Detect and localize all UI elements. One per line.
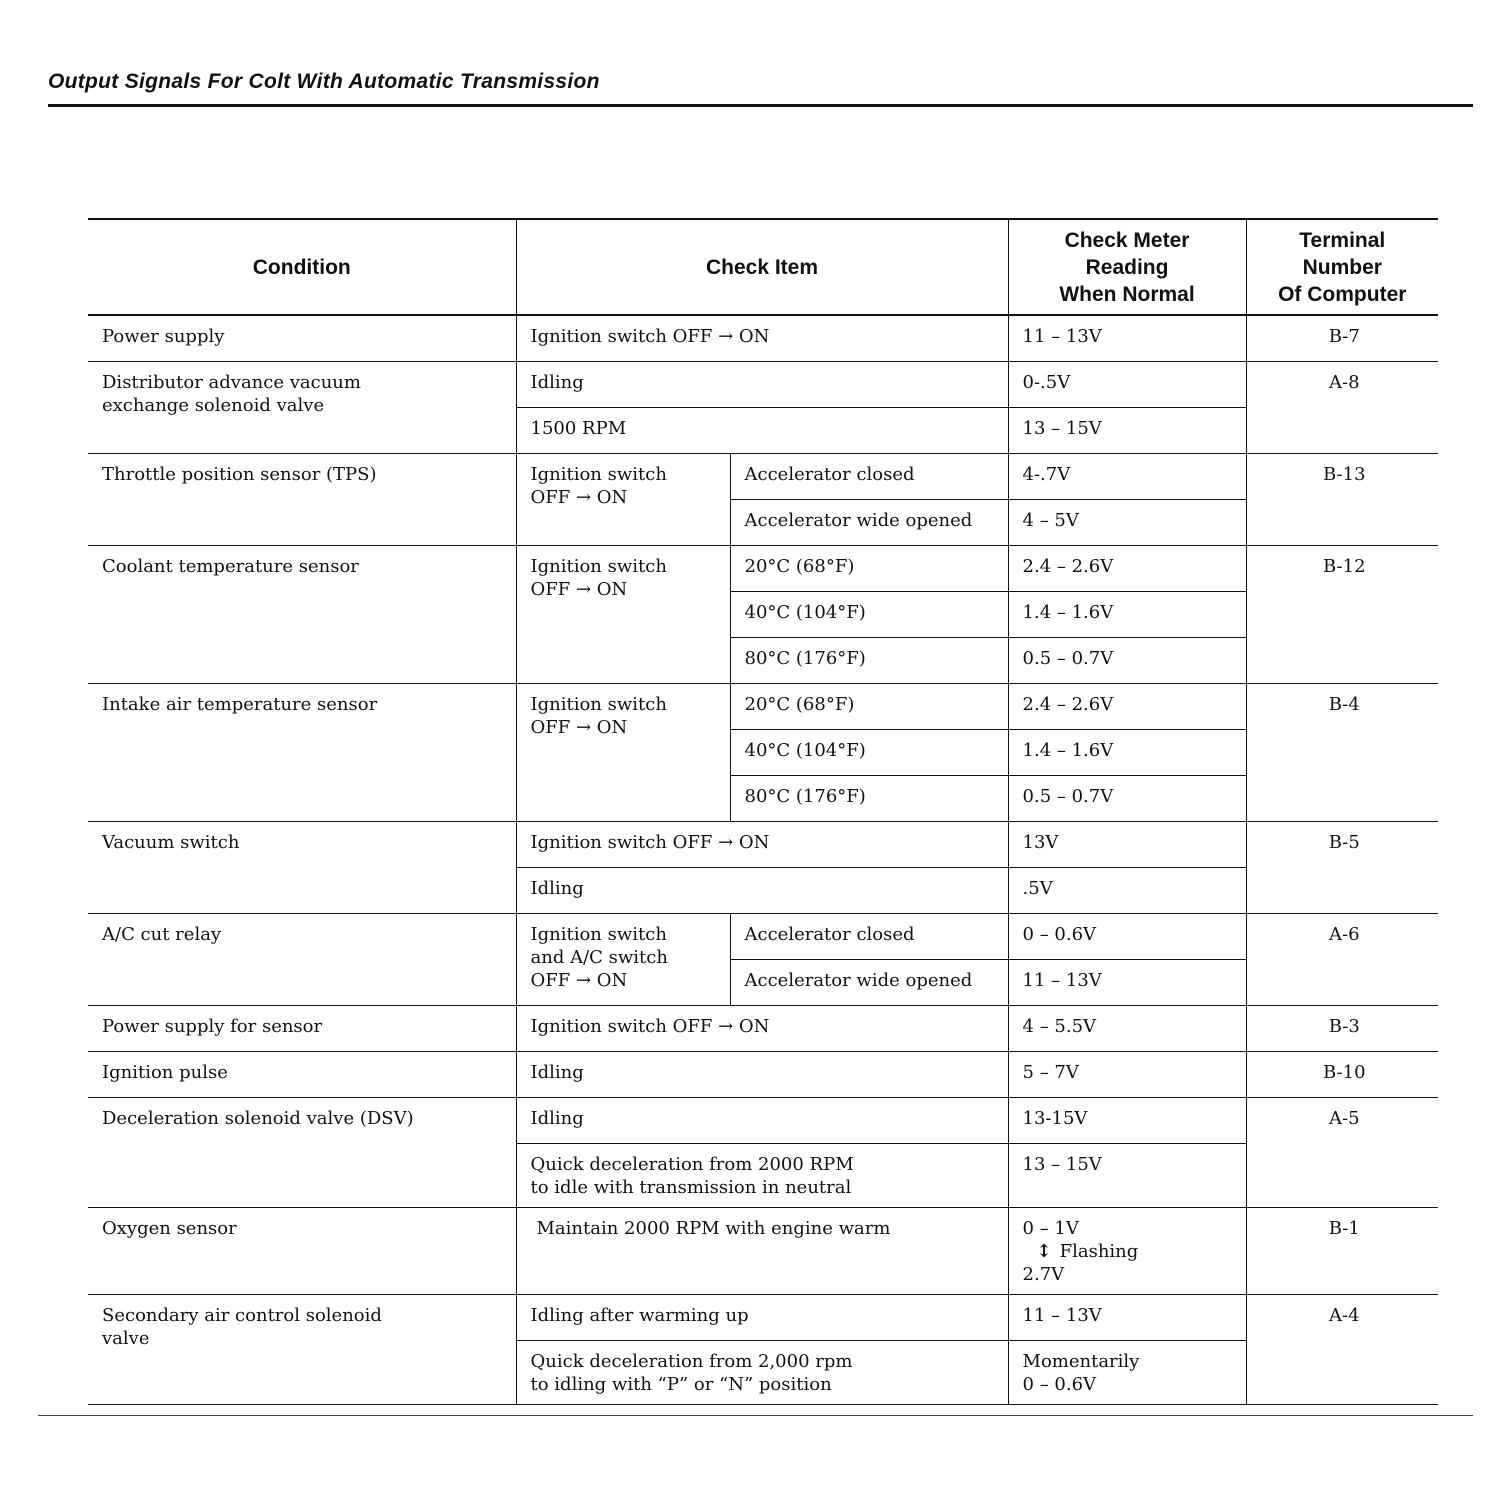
output-signals-table [88,218,1438,1405]
terminal-cell: B-13 [1246,454,1438,546]
header-terminal: Terminal Number Of Computer [1246,219,1438,315]
condition-cell: Intake air temperature sensor [88,684,516,822]
terminal-cell: B-3 [1246,1006,1438,1052]
check-item-cell: Idling [516,362,1008,408]
terminal-cell: A-6 [1246,914,1438,1006]
reading-cell: Momentarily 0 – 0.6V [1008,1341,1246,1405]
check-item-cell: Idling [516,1052,1008,1098]
reading-cell: 13 – 15V [1008,408,1246,454]
reading-cell: 5 – 7V [1008,1052,1246,1098]
page-title: Output Signals For Colt With Automatic Transmission [48,70,600,93]
terminal-cell: B-12 [1246,546,1438,684]
reading-cell: 0.5 – 0.7V [1008,638,1246,684]
table-row [88,822,1438,868]
reading-cell: .5V [1008,868,1246,914]
header-check-item: Check Item [516,219,1008,315]
title-rule [48,104,1473,107]
table-row [88,1208,1438,1295]
sub-item-cell: 80°C (176°F) [730,638,1008,684]
condition-cell: Vacuum switch [88,822,516,914]
reading-cell: 1.4 – 1.6V [1008,592,1246,638]
table-row [88,1295,1438,1341]
reading-cell: 4 – 5.5V [1008,1006,1246,1052]
terminal-cell: A-4 [1246,1295,1438,1405]
condition-cell: Coolant temperature sensor [88,546,516,684]
condition-cell: Secondary air control solenoid valve [88,1295,516,1405]
reading-cell: 0.5 – 0.7V [1008,776,1246,822]
check-item-cell: Quick deceleration from 2,000 rpm to idling with “P” or “N” position [516,1341,1008,1405]
header-reading: Check Meter Reading When Normal [1008,219,1246,315]
flashing-line [1023,1240,1236,1263]
sub-item-cell: 40°C (104°F) [730,730,1008,776]
condition-cell: Power supply for sensor [88,1006,516,1052]
table-row [88,1052,1438,1098]
terminal-cell: A-5 [1246,1098,1438,1208]
condition-cell: Power supply [88,315,516,362]
condition-cell: Ignition pulse [88,1052,516,1098]
reading-cell [1008,1208,1246,1295]
check-item-cell: 1500 RPM [516,408,1008,454]
reading-bottom: 2.7V [1022,1264,1065,1285]
reading-cell: 13V [1008,822,1246,868]
table-row [88,1006,1438,1052]
condition-cell: Distributor advance vacuum exchange solenoid valve [88,362,516,454]
terminal-cell: B-5 [1246,822,1438,914]
sub-item-cell: 40°C (104°F) [730,592,1008,638]
check-item-cell: Ignition switch OFF → ON [516,684,730,822]
check-item-cell: Idling [516,868,1008,914]
reading-cell: 2.4 – 2.6V [1008,546,1246,592]
terminal-cell: B-1 [1246,1208,1438,1295]
condition-cell: Oxygen sensor [88,1208,516,1295]
check-item-cell: Idling [516,1098,1008,1144]
sub-item-cell: Accelerator wide opened [730,500,1008,546]
check-item-cell: Ignition switch OFF → ON [516,822,1008,868]
check-item-cell: Ignition switch OFF → ON [516,546,730,684]
reading-cell: 0 – 0.6V [1008,914,1246,960]
check-item-cell: Idling after warming up [516,1295,1008,1341]
reading-cell: 4 – 5V [1008,500,1246,546]
condition-cell: A/C cut relay [88,914,516,1006]
table-row [88,546,1438,592]
reading-cell: 13-15V [1008,1098,1246,1144]
table-row [88,315,1438,362]
table-row [88,914,1438,960]
reading-cell: 1.4 – 1.6V [1008,730,1246,776]
terminal-cell: B-10 [1246,1052,1438,1098]
terminal-cell: A-8 [1246,362,1438,454]
reading-cell: 11 – 13V [1008,960,1246,1006]
header-row [88,219,1438,315]
check-item-cell: Maintain 2000 RPM with engine warm [516,1208,1008,1295]
check-item-cell: Ignition switch OFF → ON [516,454,730,546]
reading-cell: 4-.7V [1008,454,1246,500]
sub-item-cell: Accelerator wide opened [730,960,1008,1006]
sub-item-cell: 20°C (68°F) [730,546,1008,592]
reading-cell: 0-.5V [1008,362,1246,408]
terminal-cell: B-7 [1246,315,1438,362]
sub-item-cell: Accelerator closed [730,454,1008,500]
check-item-cell: Ignition switch and A/C switch OFF → ON [516,914,730,1006]
reading-cell: 13 – 15V [1008,1144,1246,1208]
flashing-label: Flashing [1059,1241,1139,1262]
terminal-cell: B-4 [1246,684,1438,822]
header-condition: Condition [88,219,516,315]
table-row [88,454,1438,500]
sub-item-cell: Accelerator closed [730,914,1008,960]
check-item-cell: Ignition switch OFF → ON [516,1006,1008,1052]
reading-top: 0 – 1V [1022,1218,1079,1239]
reading-cell: 2.4 – 2.6V [1008,684,1246,730]
sub-item-cell: 80°C (176°F) [730,776,1008,822]
flashing-arrow-icon: ↕ [1036,1241,1052,1262]
table-row [88,684,1438,730]
reading-cell: 11 – 13V [1008,315,1246,362]
check-item-cell: Ignition switch OFF → ON [516,315,1008,362]
reading-cell: 11 – 13V [1008,1295,1246,1341]
table-row [88,362,1438,408]
condition-cell: Deceleration solenoid valve (DSV) [88,1098,516,1208]
table-row [88,1098,1438,1144]
condition-cell: Throttle position sensor (TPS) [88,454,516,546]
sub-item-cell: 20°C (68°F) [730,684,1008,730]
check-item-cell: Quick deceleration from 2000 RPM to idle with transmission in neutral [516,1144,1008,1208]
bottom-rule [38,1415,1473,1416]
